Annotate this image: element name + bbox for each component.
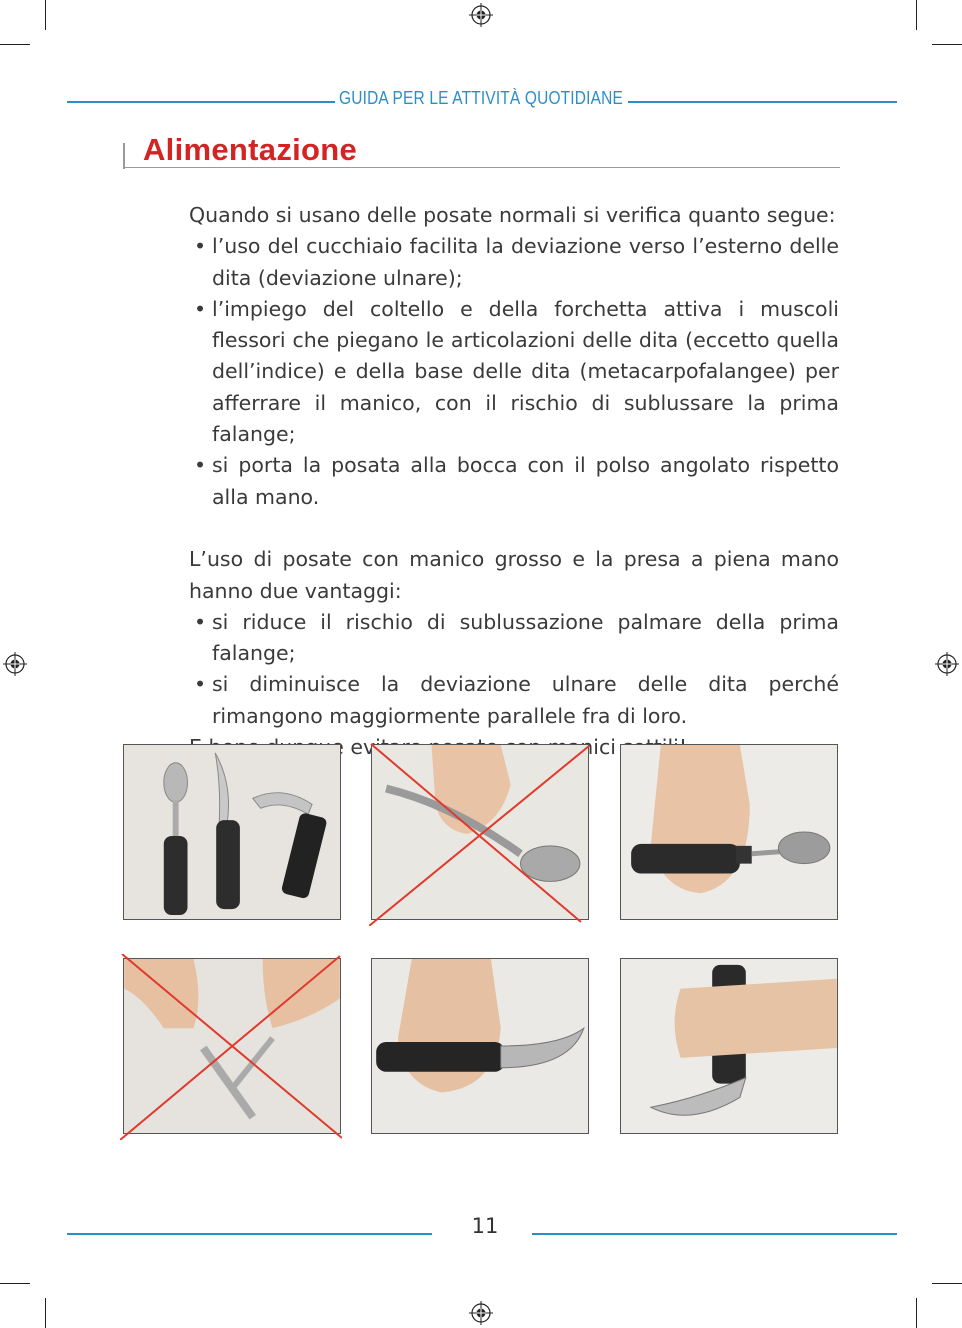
crop-mark — [932, 1283, 962, 1284]
photo-adapted-cutlery — [123, 744, 341, 920]
photo-thick-knife-grip — [371, 958, 589, 1134]
photo-angled-knife-grip — [620, 958, 838, 1134]
crop-mark — [45, 0, 46, 30]
crop-mark — [0, 44, 30, 45]
header-rule-right — [628, 101, 897, 103]
registration-mark-icon — [935, 652, 959, 676]
running-header: GUIDA PER LE ATTIVITÀ QUOTIDIANE — [339, 88, 623, 108]
section-title: Alimentazione — [143, 132, 358, 167]
registration-mark-icon — [469, 1301, 493, 1325]
intro-paragraph: Quando si usano delle posate normali si verifica quanto segue: — [189, 203, 836, 227]
registration-mark-icon — [3, 652, 27, 676]
title-underline — [123, 167, 840, 168]
registration-mark-icon — [469, 3, 493, 27]
crop-mark — [45, 1298, 46, 1328]
thick-spoon-grip-image — [621, 745, 837, 919]
title-accent-bar — [123, 143, 125, 169]
body-text — [189, 200, 839, 763]
effects-list — [189, 231, 839, 513]
page-number: 11 — [471, 1214, 499, 1238]
list-item: • si porta la posata alla bocca con il polso angolato rispetto alla mano. — [189, 450, 839, 513]
photo-wrong-knife-fork-grip — [123, 958, 341, 1134]
crop-mark — [916, 0, 917, 30]
list-item: • l’impiego del coltello e della forchetta attiva i muscoli flessori che piegano le articolazioni delle dita (eccetto quella dell’indice) e della base delle dita (metacarpofalangee) per afferrare il manico, con il rischio di sublussare la prima falange; — [189, 294, 839, 450]
adapted-cutlery-image — [124, 745, 340, 919]
crop-mark — [0, 1283, 30, 1284]
crop-mark — [932, 44, 962, 45]
footer-rule-right — [532, 1233, 897, 1235]
list-item: • si diminuisce la deviazione ulnare delle dita perché rimangono maggiormente parallele fra di loro. — [189, 669, 839, 732]
crop-mark — [916, 1298, 917, 1328]
thick-knife-grip-image — [372, 959, 588, 1133]
advantages-paragraph: L’uso di posate con manico grosso e la presa a piena mano hanno due vantaggi: — [189, 547, 839, 603]
angled-knife-grip-image — [621, 959, 837, 1133]
list-item: • si riduce il rischio di sublussazione palmare della prima falange; — [189, 607, 839, 670]
list-item: • l’uso del cucchiaio facilita la deviazione verso l’esterno delle dita (deviazione ulnare); — [189, 231, 839, 294]
photo-wrong-spoon-grip — [371, 744, 589, 920]
advantages-list — [189, 607, 839, 732]
wrong-knife-fork-grip-image — [124, 959, 340, 1133]
wrong-spoon-grip-image — [372, 745, 588, 919]
photo-thick-spoon-grip — [620, 744, 838, 920]
footer-rule-left — [67, 1233, 432, 1235]
